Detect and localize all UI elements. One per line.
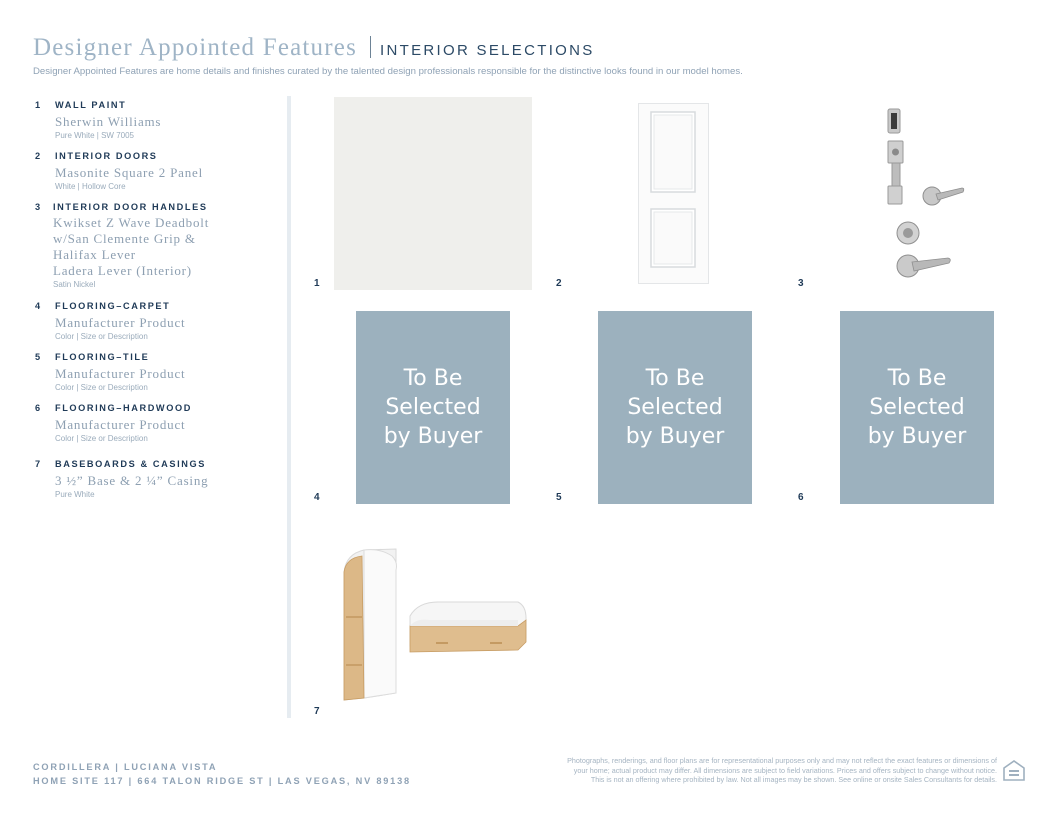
- tile-text-line: by Buyer: [383, 424, 483, 449]
- item-product: Manufacturer Product: [55, 417, 186, 432]
- equal-housing-opportunity-icon: [1002, 759, 1026, 781]
- tile-text-line: To Be: [645, 366, 705, 391]
- list-item: [35, 352, 185, 392]
- page-title: Designer Appointed Features: [33, 34, 358, 61]
- item-category: BASEBOARDS & CASINGS: [55, 459, 206, 469]
- paint-swatch-image: [334, 97, 532, 290]
- item-product: 3 ½” Base & 2 ¼” Casing: [55, 473, 209, 488]
- to-be-selected-tile-hardwood: [840, 311, 994, 504]
- footer-community: CORDILLERA | LUCIANA VISTA: [33, 762, 218, 772]
- item-detail: Color | Size or Description: [55, 332, 148, 341]
- item-category: INTERIOR DOORS: [55, 151, 158, 161]
- item-number: 1: [35, 100, 42, 110]
- item-number: 6: [35, 403, 42, 413]
- image-number: 6: [798, 492, 804, 503]
- item-number: 5: [35, 352, 42, 362]
- item-detail: White | Hollow Core: [55, 182, 126, 191]
- list-item: [35, 459, 208, 499]
- footer-address: HOME SITE 117 | 664 TALON RIDGE ST | LAS VEGAS, NV 89138: [33, 776, 411, 786]
- tile-text-line: Selected: [627, 395, 723, 420]
- image-number: 4: [314, 492, 320, 503]
- list-item: [35, 403, 192, 443]
- tile-text-line: by Buyer: [867, 424, 967, 449]
- page-description: Designer Appointed Features are home details and finishes curated by the talented design professionals responsible for the distinctive looks found in our model homes.: [33, 66, 743, 77]
- list-item: [35, 100, 161, 140]
- tile-text-line: To Be: [887, 366, 947, 391]
- item-product-line: Kwikset Z Wave Deadbolt: [53, 215, 210, 230]
- footer-disclaimer: [527, 756, 997, 785]
- item-detail: Pure White | SW 7005: [55, 131, 134, 140]
- list-item: [35, 151, 203, 191]
- item-product-line: Ladera Lever (Interior): [53, 263, 192, 278]
- item-product-line: w/San Clemente Grip &: [53, 231, 196, 246]
- image-number: 2: [556, 278, 562, 289]
- tile-text-line: To Be: [403, 366, 463, 391]
- baseboard-casing-image: [340, 546, 530, 704]
- disclaimer-line: your home; actual product may differ. All dimensions are subject to field variations. Prices and offers subject to change without notice.: [573, 765, 997, 775]
- item-category: FLOORING–HARDWOOD: [55, 403, 192, 413]
- disclaimer-line: Photographs, renderings, and floor plans are for representational purposes only and may not reflect the exact features or dimensions of: [567, 756, 997, 765]
- item-product: Manufacturer Product: [55, 366, 186, 381]
- item-detail: Pure White: [55, 490, 95, 499]
- item-product: [35, 215, 209, 279]
- disclaimer-line: This is not an offering where prohibited by law. Not all images may be shown. See online or onsite Sales Consultants for details.: [590, 775, 997, 785]
- item-product: Sherwin Williams: [55, 114, 162, 129]
- item-number: 2: [35, 151, 42, 161]
- item-product: Manufacturer Product: [55, 315, 186, 330]
- item-number: 4: [35, 301, 42, 311]
- image-number: 5: [556, 492, 562, 503]
- page-header: [33, 34, 595, 62]
- item-detail: Color | Size or Description: [55, 434, 148, 443]
- door-handle-hardware-image: [880, 106, 970, 284]
- tile-text-line: Selected: [869, 395, 965, 420]
- page-subtitle: INTERIOR SELECTIONS: [380, 42, 595, 59]
- item-category: WALL PAINT: [55, 100, 127, 110]
- image-number: 1: [314, 278, 320, 289]
- item-detail: Satin Nickel: [53, 280, 96, 289]
- item-category: FLOORING–TILE: [55, 352, 150, 362]
- title-divider: [370, 36, 371, 58]
- image-number: 3: [798, 278, 804, 289]
- item-category: FLOORING–CARPET: [55, 301, 171, 311]
- item-product: Masonite Square 2 Panel: [55, 165, 204, 180]
- item-product-line: Halifax Lever: [53, 247, 136, 262]
- list-item: [35, 202, 209, 289]
- to-be-selected-tile-tile: [598, 311, 752, 504]
- image-number: 7: [314, 706, 320, 717]
- divider-bar: [287, 96, 291, 718]
- item-number: 7: [35, 459, 42, 469]
- to-be-selected-tile-carpet: [356, 311, 510, 504]
- item-number: 3: [35, 202, 42, 212]
- footer-location: [33, 760, 411, 788]
- tile-text-line: by Buyer: [625, 424, 725, 449]
- tile-text-line: Selected: [385, 395, 481, 420]
- interior-door-image: [638, 103, 709, 284]
- item-category: INTERIOR DOOR HANDLES: [53, 202, 208, 212]
- list-item: [35, 301, 185, 341]
- item-detail: Color | Size or Description: [55, 383, 148, 392]
